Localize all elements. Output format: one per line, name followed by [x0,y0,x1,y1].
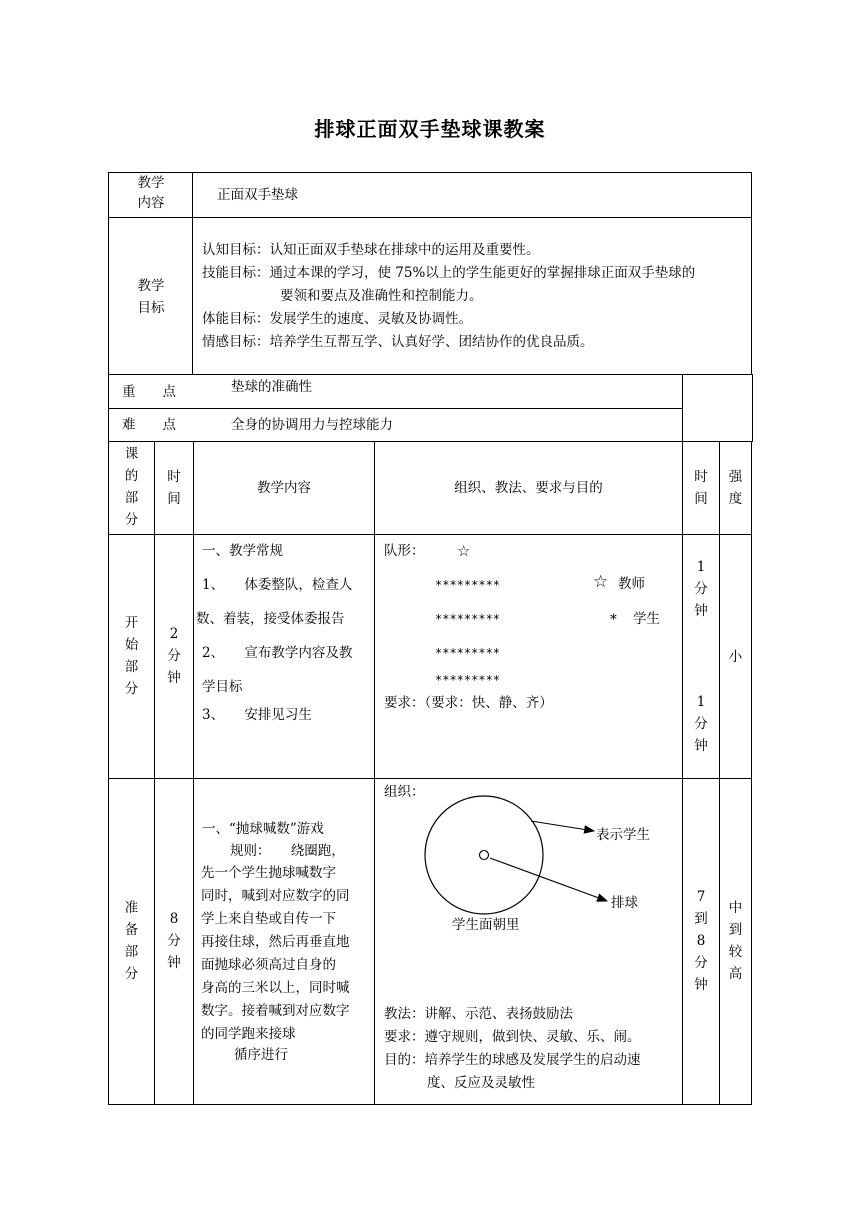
header-time: 时 间 [167,469,181,507]
formation-row: ********* [435,578,501,592]
formation-row: ********* [435,673,501,687]
objective-skill: 技能目标：通过本课的学习，使 75%以上的学生能更好的掌握排球正面双手垫球的 [202,265,696,281]
start-content-line: 2、 宣布教学内容及教 [202,645,353,661]
content-label: 教学 内容 [137,175,165,211]
diagram-ball-label: 排球 [611,895,638,911]
objectives-label: 教学 目标 [137,278,165,316]
objective-skill-cont: 要领和要点及准确性和控制能力。 [280,288,483,304]
difficulty-value: 全身的协调用力与控球能力 [231,417,393,433]
content-value: 正面双手垫球 [217,187,298,203]
teacher-legend-icon: ☆ [593,572,609,592]
ball-icon [480,851,489,860]
header-method: 组织、教法、要求与目的 [454,480,603,496]
start-content-line: 数、着装，接受体委报告 [196,611,345,627]
prep-requirement: 要求：遵守规则，做到快、灵敏、乐、闹。 [384,1029,641,1045]
game-title: 一、“抛球喊数”游戏 [202,821,324,837]
loop-note: 循序进行 [234,1047,288,1063]
student-legend-label: 学生 [633,611,660,627]
header-intensity: 强 度 [728,469,743,507]
prep-part-label: 准 备 部 分 [124,900,139,982]
rules-label: 规则： 绕圈跑， [230,843,345,859]
formation-row: ********* [435,612,501,626]
key-point-value: 垫球的准确性 [231,379,312,395]
start-intensity: 小 [728,649,743,665]
rules-line: 的同学跑来接球 [201,1026,296,1042]
rules-line: 同时，喊到对应数字的同 [201,888,350,904]
prep-purpose-cont: 度、反应及灵敏性 [427,1075,535,1091]
start-part-label: 开 始 部 分 [124,615,139,697]
ball-arrow [490,858,607,901]
prep-teaching-method: 教法：讲解、示范、表扬鼓励法 [384,1006,573,1022]
start-requirement: 要求：（要求：快、静、齐） [384,695,553,711]
objective-affective: 情感目标：培养学生互帮互学、认真好学、团结协作的优良品质。 [202,334,594,350]
objective-physical: 体能目标：发展学生的速度、灵敏及协调性。 [202,311,472,327]
org-label: 组织： [384,784,425,800]
rules-line: 面抛球必须高过自身的 [201,957,336,973]
page-title: 排球正面双手垫球课教案 [314,117,546,141]
rules-line: 先一个学生抛球喊数字 [201,865,336,881]
formation-row: ********* [435,646,501,660]
prep-time: 8 分 钟 [167,911,181,971]
prep-purpose: 目的：培养学生的球感及发展学生的启动速 [384,1052,641,1068]
start-content-line: 一、教学常规 [202,543,283,559]
teacher-legend-label: 教师 [618,576,645,592]
key-point-label: 重 点 [122,384,176,400]
start-time2-a: 1 分 钟 [694,559,708,619]
diagram-caption: 学生面朝里 [452,917,520,933]
difficulty-label: 难 点 [122,417,176,433]
rules-line: 数字。接着喊到对应数字 [201,1003,350,1019]
formation-label: 队形： [384,543,425,559]
header-part: 课 的 部 分 [124,446,139,528]
start-content-line: 3、 安排见习生 [202,707,312,723]
rules-line: 学上来自垫或自传一下 [201,911,336,927]
prep-time2: 7 到 8 分 钟 [694,889,708,993]
student-legend-icon: * [610,612,617,628]
students-arrow [531,821,594,831]
header-time2: 时 间 [694,469,708,507]
start-content-line: 1、 体委整队，检查人 [202,577,353,593]
objective-cognitive: 认知目标：认知正面双手垫球在排球中的运用及重要性。 [202,242,540,258]
diagram-students-label: 表示学生 [596,827,650,843]
start-time: 2 分 钟 [167,626,181,686]
rules-line: 身高的三米以上，同时喊 [201,980,350,996]
prep-intensity: 中 到 较 高 [728,900,743,982]
rules-line: 再接住球，然后再垂直地 [201,934,350,950]
teacher-star-icon: ☆ [457,542,471,560]
start-time2-b: 1 分 钟 [694,694,708,754]
header-content: 教学内容 [257,480,311,496]
start-content-line: 学目标 [202,679,243,695]
